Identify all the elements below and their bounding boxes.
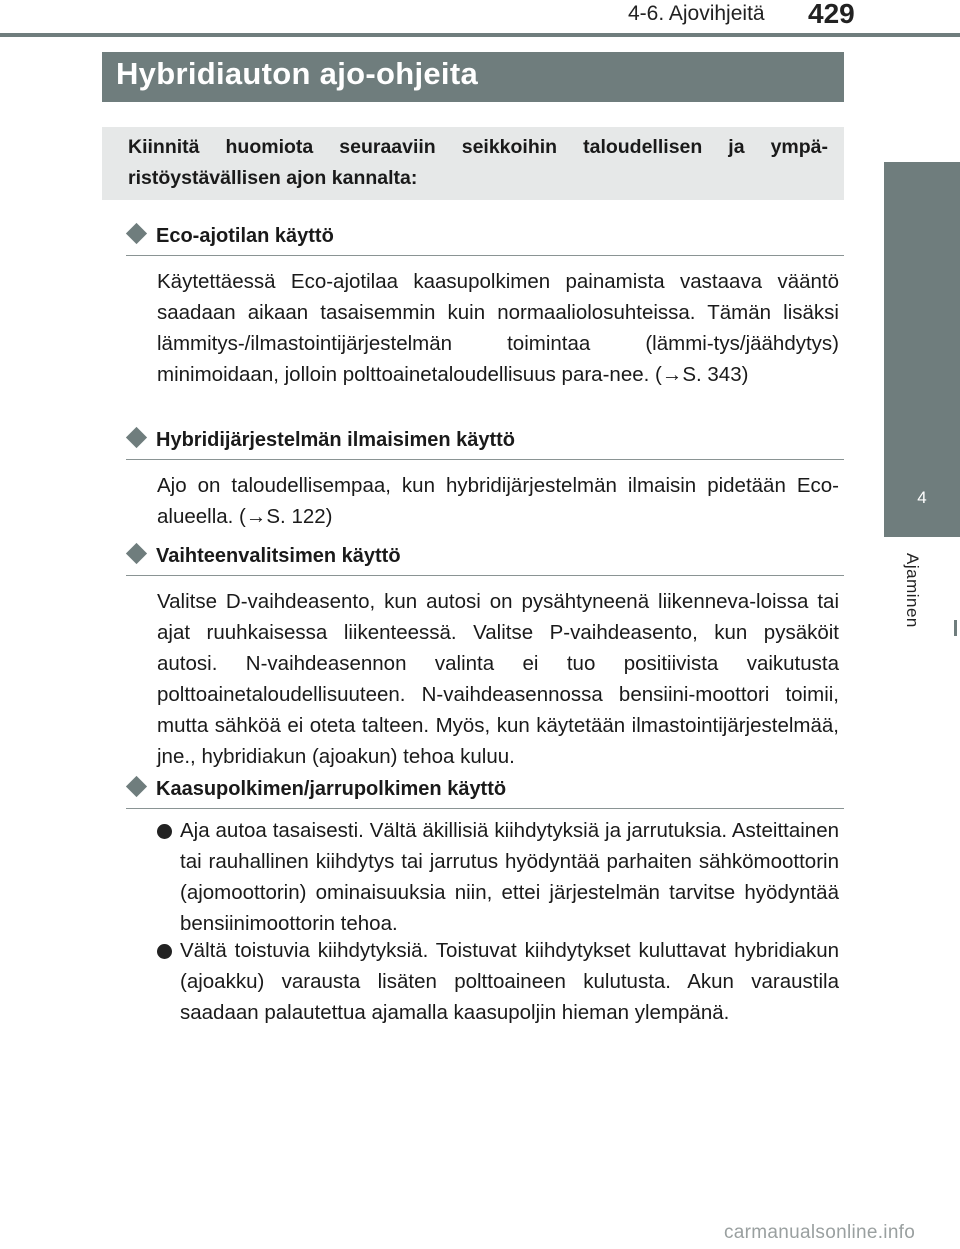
section-body: Valitse D-vaihdeasento, kun autosi on pysähtyneenä liikenneva-loissa tai ajat ruuhkaisessa liikenteessä. Valitse P-vaihdeasento, kun pysäköit autosi. N-vaihdeasennon valinta ei tuo positiivista vaikutusta polttoainetaloudellisuuteen. N-vaihdeasennossa bensiini-moottori toimii, mutta sähköä ei oteta talteen. Myös, kun käytetään ilmastointijärjestelmää, jne., hybridiakun (ajoakun) tehoa kuluu.	[157, 590, 839, 768]
header-divider	[0, 33, 960, 37]
section-divider	[126, 808, 844, 809]
section-body: Käytettäessä Eco-ajotilaa kaasupolkimen painamista vastaava vääntö saadaan aikaan tasaisemmin kuin normaaliolosuhteissa. Tämän lisäksi lämmitys-/ilmastointijärjestelmän toimintaa (lämmi-tys/jäähdytys) minimoidaan, jolloin polttoainetaloudellisuus para-nee. (→S. 343)	[157, 270, 839, 386]
diamond-bullet-icon	[126, 776, 147, 797]
diamond-bullet-icon	[126, 223, 147, 244]
list-item: Vältä toistuvia kiihdytyksiä. Toistuvat kiihdytykset kuluttavat hybridiakun (ajoakku) varausta lisäten polttoaineen kulutusta. Akun varaustila saadaan palautettua ajamalla kaasupoljin hieman ylempänä.	[180, 939, 839, 1024]
diamond-bullet-icon	[126, 543, 147, 564]
section-heading-text: Eco-ajotilan käyttö	[156, 225, 334, 247]
page-number: 429	[808, 0, 855, 29]
bullet-dot-icon	[157, 944, 172, 959]
section-heading	[126, 225, 334, 248]
section-heading	[126, 778, 506, 801]
section-divider	[126, 575, 844, 576]
chapter-number: 4	[917, 488, 927, 507]
section-heading	[126, 429, 515, 452]
section-heading	[126, 545, 401, 568]
diamond-bullet-icon	[126, 427, 147, 448]
side-tick-mark	[954, 620, 957, 636]
watermark: carmanualsonline.info	[724, 1222, 916, 1243]
section-heading-text: Kaasupolkimen/jarrupolkimen käyttö	[156, 778, 507, 800]
page-title: Hybridiauton ajo-ohjeita	[116, 56, 478, 91]
section-body: Ajo on taloudellisempaa, kun hybridijärjestelmän ilmaisin pidetään Eco-alueella. (→S. 122)	[157, 474, 839, 528]
section-label: 4-6. Ajovihjeitä	[628, 2, 765, 25]
chapter-label: Ajaminen	[903, 553, 922, 628]
intro-text: Kiinnitä huomiota seuraaviin seikkoihin taloudellisen ja ympä-ristöystävällisen ajon kannalta:	[128, 136, 828, 189]
section-heading-text: Hybridijärjestelmän ilmaisimen käyttö	[156, 429, 516, 451]
list-item: Aja autoa tasaisesti. Vältä äkillisiä kiihdytyksiä ja jarrutuksia. Asteittainen tai rauhallinen kiihdytys tai jarrutus hyödyntää parhaiten sähkömoottorin (ajomoottorin) ominaisuuksia niin, ettei järjestelmän tarvitse hyödyntää bensiinimoottorin tehoa.	[180, 819, 839, 935]
section-heading-text: Vaihteenvalitsimen käyttö	[156, 545, 401, 567]
side-tab-bar	[884, 162, 960, 487]
bullet-dot-icon	[157, 824, 172, 839]
section-divider	[126, 255, 844, 256]
section-divider	[126, 459, 844, 460]
